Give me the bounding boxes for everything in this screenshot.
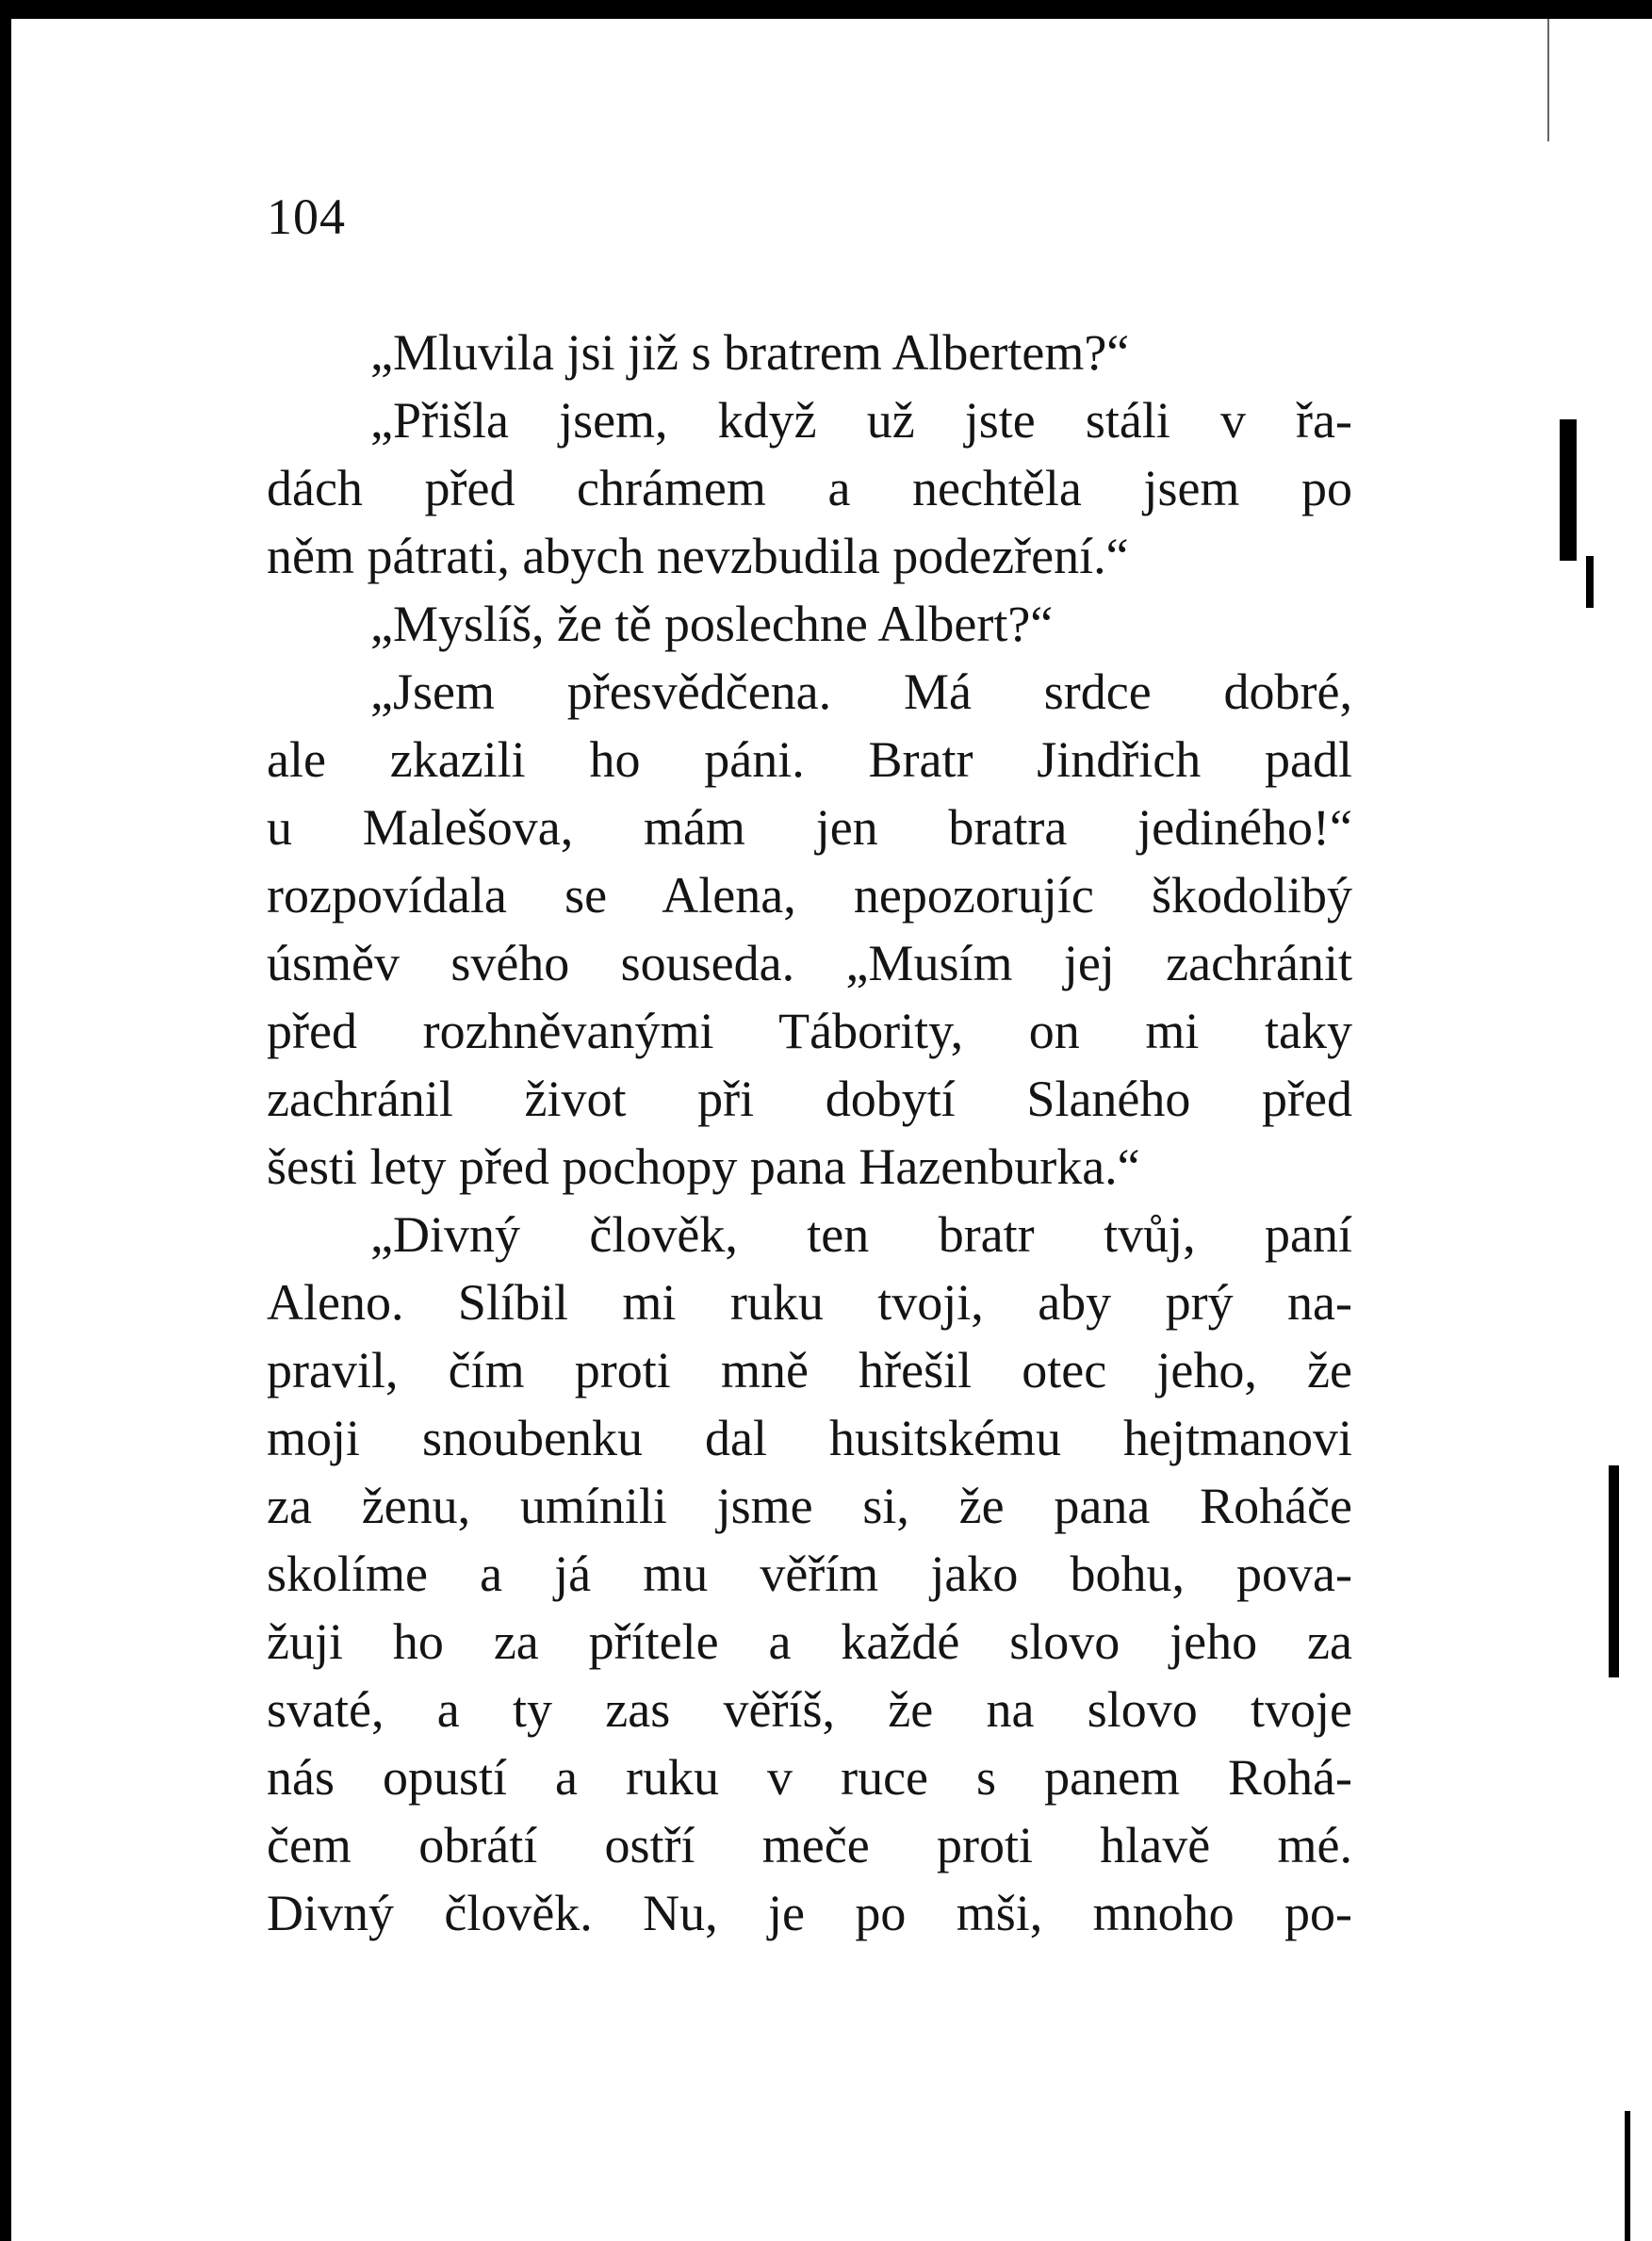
- text-line: „Přišla jsem, když už jste stáli v řa-: [370, 392, 1352, 449]
- text-line: úsměv svého souseda. „Musím jej zachránit: [267, 935, 1352, 991]
- text-line: svaté, a ty zas věříš, že na slovo tvoje: [267, 1681, 1352, 1738]
- text-line: šesti lety před pochopy pana Hazenburka.“: [267, 1138, 1140, 1195]
- text-line: „Myslíš, že tě poslechne Albert?“: [370, 596, 1054, 652]
- text-line: Divný člověk. Nu, je po mši, mnoho po-: [267, 1885, 1352, 1941]
- text-line: za ženu, umínili jsme si, že pana Roháče: [267, 1478, 1352, 1534]
- body-text: [267, 319, 1352, 1947]
- text-line: pravil, čím proti mně hřešil otec jeho, že: [267, 1342, 1352, 1399]
- text-line: čem obrátí ostří meče proti hlavě mé.: [267, 1817, 1352, 1873]
- text-line: ale zkazili ho páni. Bratr Jindřich padl: [267, 731, 1352, 788]
- text-line: dách před chrámem a nechtěla jsem po: [267, 460, 1352, 516]
- scan-edge-mark: [1547, 19, 1549, 141]
- scan-edge-mark: [1609, 1465, 1619, 1677]
- text-line: „Mluvila jsi již s bratrem Albertem?“: [370, 324, 1130, 381]
- text-line: Aleno. Slíbil mi ruku tvoji, aby prý na-: [267, 1274, 1352, 1331]
- text-line: před rozhněvanými Tábority, on mi taky: [267, 1003, 1352, 1059]
- text-line: žuji ho za přítele a každé slovo jeho za: [267, 1613, 1352, 1670]
- text-line: rozpovídala se Alena, nepozorujíc škodolibý: [267, 867, 1352, 924]
- page-number: 104: [267, 188, 346, 245]
- text-line: „Jsem přesvědčena. Má srdce dobré,: [370, 663, 1352, 720]
- text-line: „Divný člověk, ten bratr tvůj, paní: [370, 1206, 1352, 1263]
- text-line: nás opustí a ruku v ruce s panem Rohá-: [267, 1749, 1352, 1806]
- text-line: moji snoubenku dal husitskému hejtmanovi: [267, 1410, 1352, 1466]
- text-line: u Malešova, mám jen bratra jediného!“: [267, 799, 1352, 856]
- scan-border-top: [0, 0, 1652, 19]
- text-line: zachránil život při dobytí Slaného před: [267, 1071, 1352, 1127]
- scan-edge-mark: [1625, 2111, 1630, 2241]
- scan-border-left: [0, 0, 11, 2241]
- scan-edge-mark: [1586, 556, 1594, 608]
- text-line: skolíme a já mu věřím jako bohu, pova-: [267, 1546, 1352, 1602]
- text-line: něm pátrati, abych nevzbudila podezření.“: [267, 528, 1129, 584]
- scan-edge-mark: [1560, 419, 1577, 561]
